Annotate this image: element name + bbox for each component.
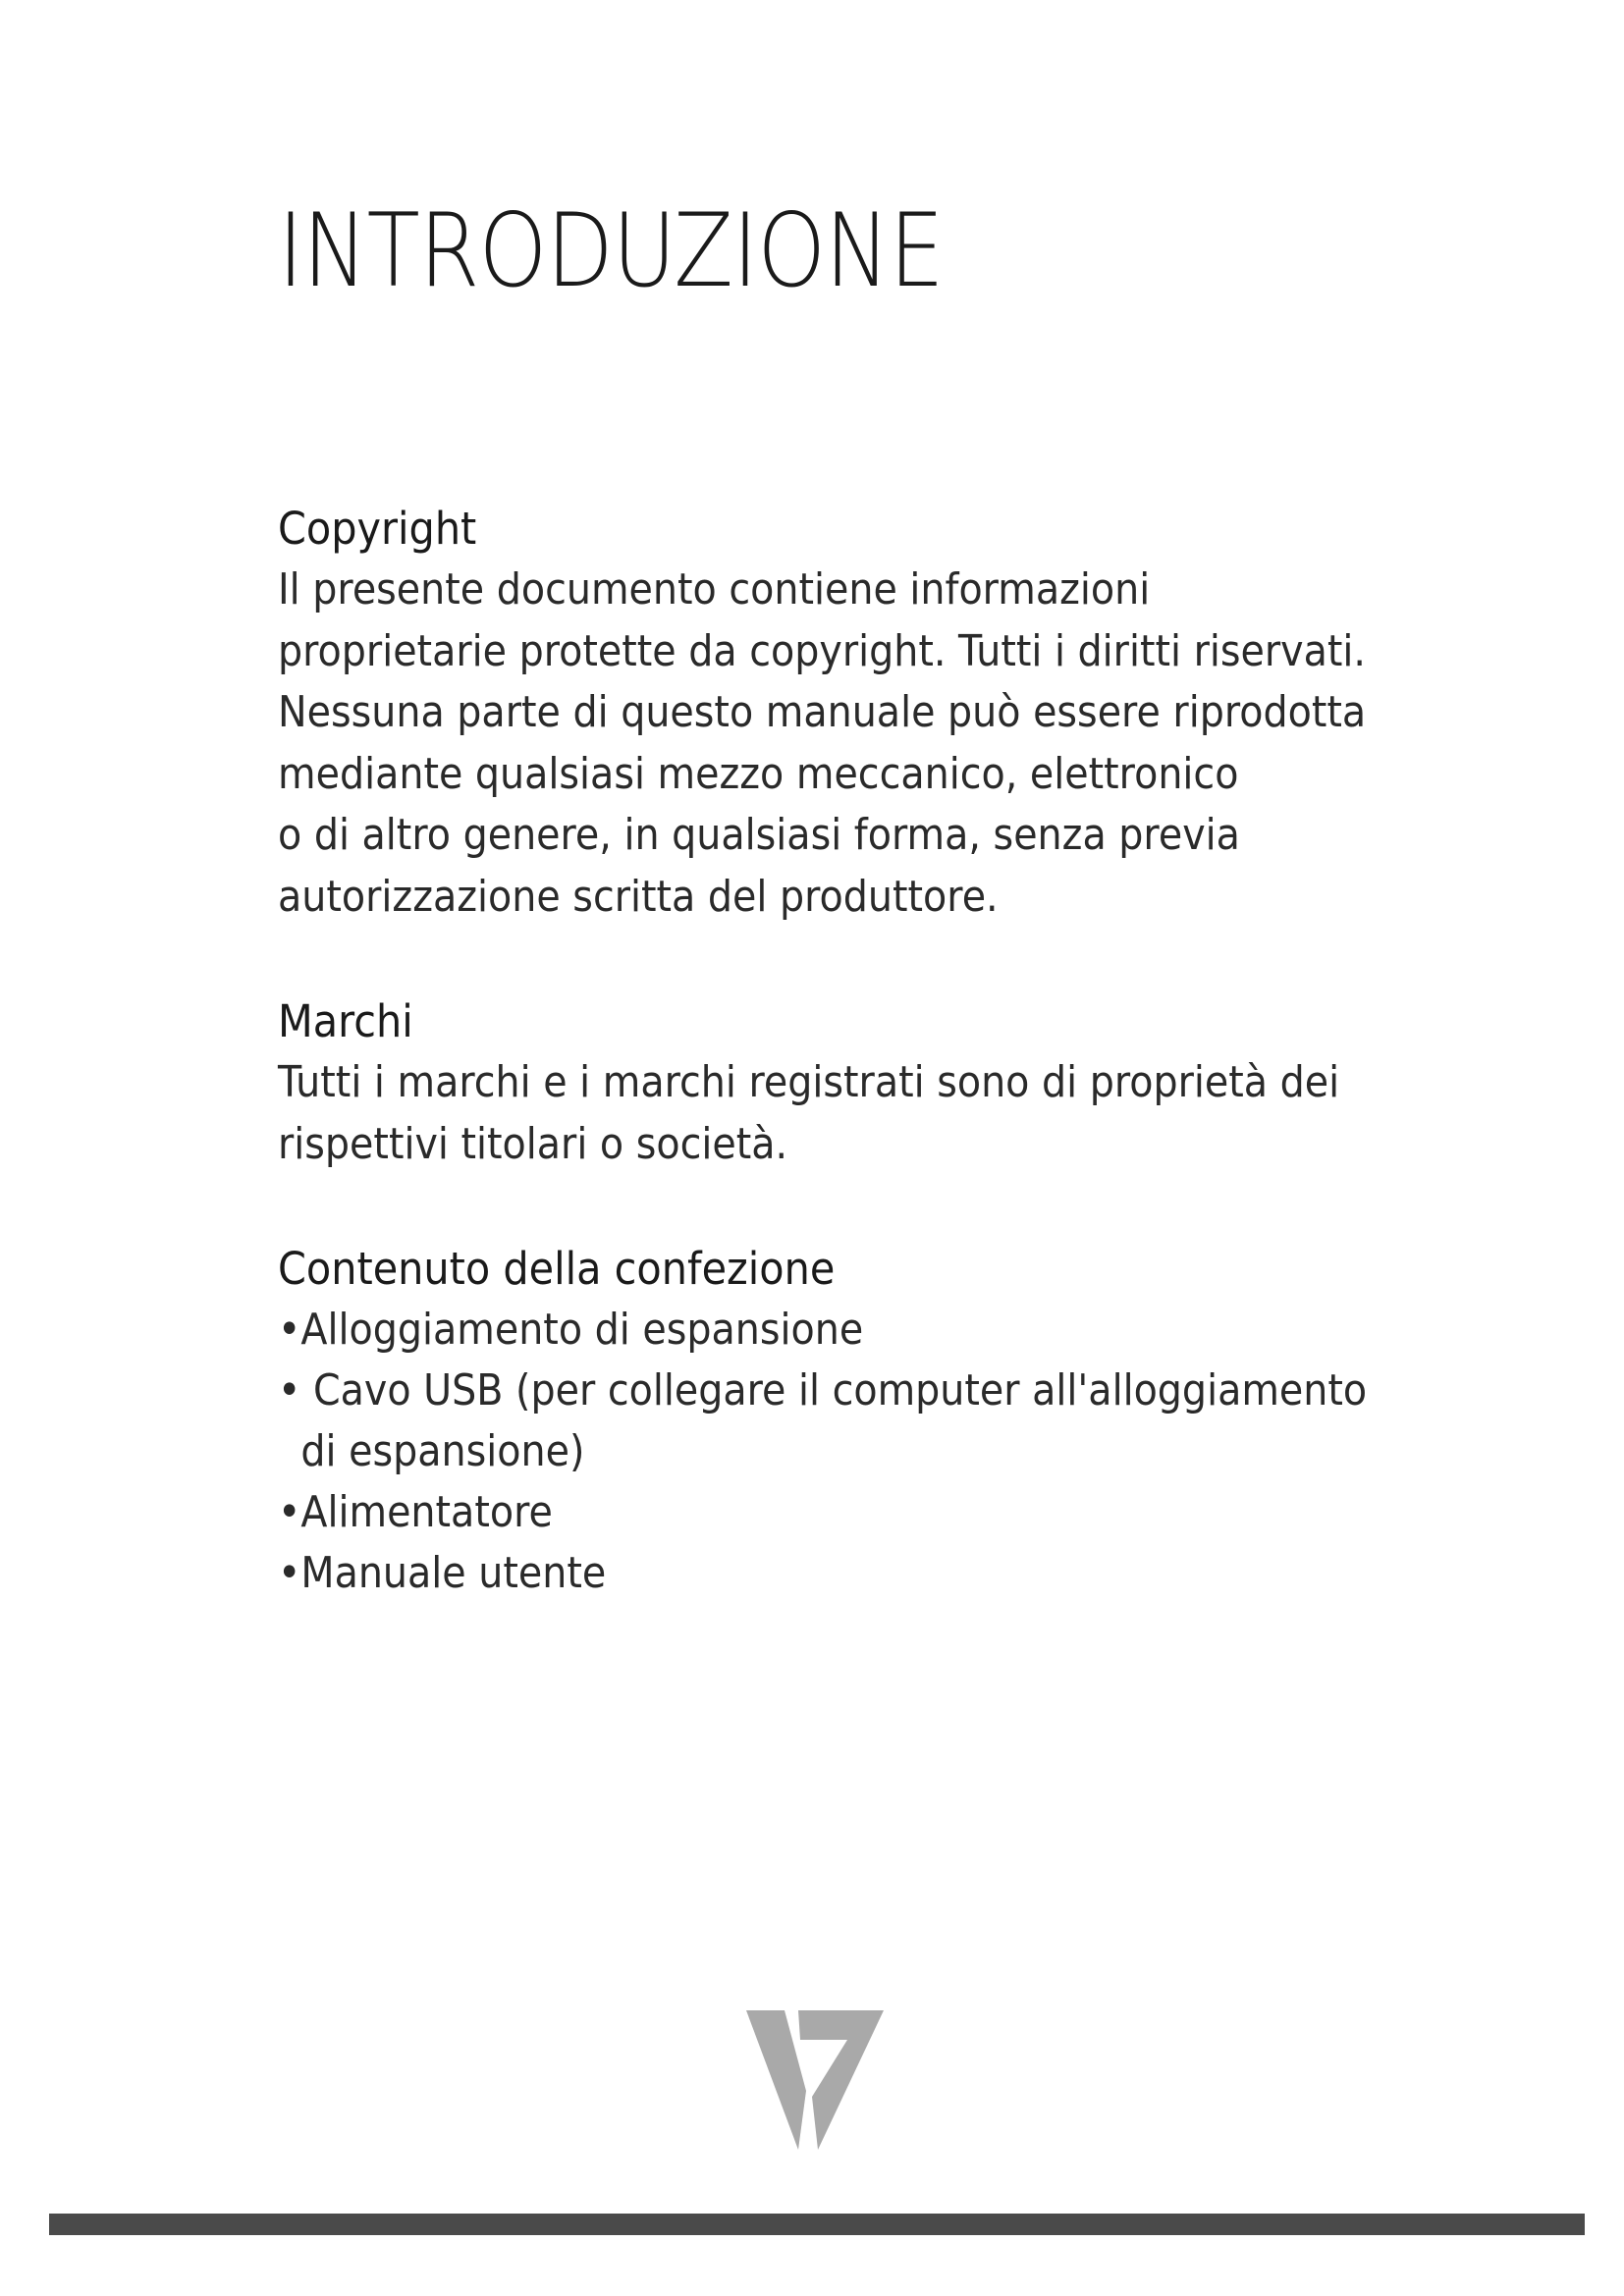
list-item [278, 1543, 1321, 1604]
v7-logo-icon [741, 2002, 889, 2160]
page-title: INTRODUZIONE [278, 192, 944, 310]
trademarks-line: rispettivi titolari o società. [278, 1118, 788, 1169]
copyright-line: Il presente documento contiene informazioni [278, 564, 1151, 614]
copyright-line: o di altro genere, in qualsiasi forma, senza previa [278, 810, 1240, 860]
bullet-icon: • [278, 1548, 301, 1598]
footer-bar [49, 2214, 1585, 2235]
trademarks-line: Tutti i marchi e i marchi registrati sono di proprietà dei [278, 1057, 1340, 1107]
trademarks-text [278, 1052, 1340, 1175]
package-list [278, 1300, 1368, 1604]
list-item-text: Manuale utente [300, 1548, 607, 1598]
copyright-line: autorizzazione scritta del produttore. [278, 871, 999, 922]
package-heading: Contenuto della confezione [278, 1243, 836, 1295]
bullet-icon: • [278, 1365, 301, 1415]
list-item-text: Alimentatore [300, 1487, 553, 1537]
list-item-text: Alloggiamento di espansione [300, 1305, 864, 1355]
list-item [278, 1300, 1321, 1361]
copyright-heading: Copyright [278, 503, 477, 555]
bullet-icon: • [278, 1487, 301, 1537]
copyright-line: proprietarie protette da copyright. Tutti i diritti riservati. [278, 625, 1366, 676]
list-item-continuation: di espansione) [300, 1426, 585, 1476]
list-item [278, 1361, 1368, 1482]
list-item [278, 1482, 1321, 1543]
trademarks-heading: Marchi [278, 995, 413, 1047]
package-section [278, 1239, 1436, 1604]
logo-right-shape [798, 2010, 884, 2150]
logo-left-shape [746, 2010, 806, 2150]
list-item-text: Cavo USB (per collegare il computer all'alloggiamento [300, 1365, 1368, 1415]
copyright-section [278, 499, 1436, 928]
trademarks-section [278, 991, 1436, 1175]
copyright-line: Nessuna parte di questo manuale può essere riprodotta [278, 687, 1367, 737]
copyright-text [278, 560, 1367, 928]
bullet-icon: • [278, 1305, 301, 1355]
copyright-line: mediante qualsiasi mezzo meccanico, elettronico [278, 748, 1239, 799]
